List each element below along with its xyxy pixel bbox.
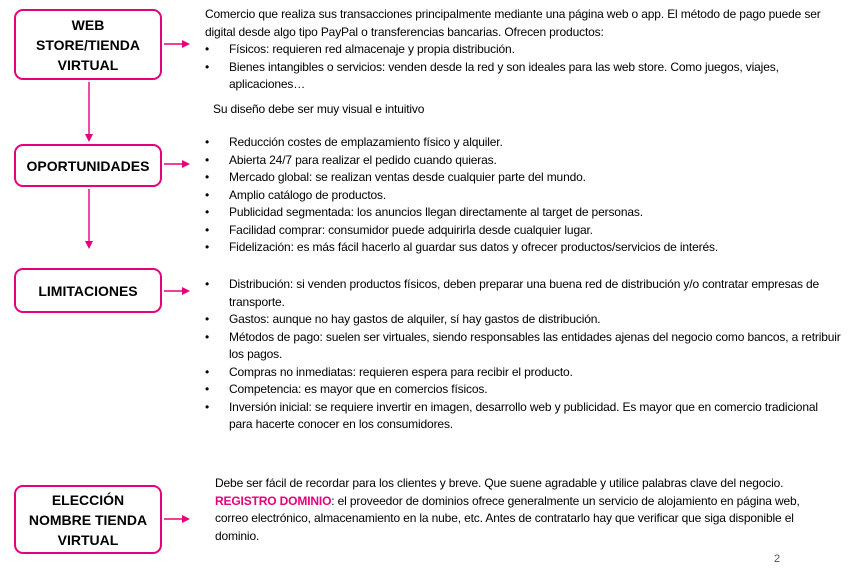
oportunidades-bullet-6: • Facilidad comprar: consumidor puede adquirirla desde cualquier lugar. xyxy=(205,222,843,240)
limitaciones-bullet-6: • Inversión inicial: se requiere invertir en imagen, desarrollo web y publicidad. Es mayor que en comercio tradicional para hacerte conocer en los consumidores. xyxy=(205,399,843,434)
oportunidades-bullets xyxy=(205,134,843,257)
limitaciones-text xyxy=(205,276,843,434)
arrow-right-oportunidades xyxy=(162,157,192,171)
limitaciones-bullet-2: • Gastos: aunque no hay gastos de alquiler, sí hay gastos de distribución. xyxy=(205,311,843,329)
limitaciones-bullets xyxy=(205,276,843,434)
oportunidades-text xyxy=(205,134,843,257)
box-oportunidades xyxy=(14,144,162,187)
limitaciones-bullet-5: • Competencia: es mayor que en comercios físicos. xyxy=(205,381,843,399)
box-web-store-line-2: STORE/TIENDA xyxy=(36,36,140,53)
limitaciones-bullet-4: • Compras no inmediatas: requieren espera para recibir el producto. xyxy=(205,364,843,382)
box-eleccion xyxy=(14,485,162,554)
eleccion-paragraph: Debe ser fácil de recordar para los clientes y breve. Que suene agradable y utilice palabras clave del negocio. xyxy=(215,476,784,490)
arrow-down-1 xyxy=(82,80,96,144)
box-eleccion-line-2: NOMBRE TIENDA xyxy=(28,511,148,528)
eleccion-registro xyxy=(215,493,835,546)
eleccion-text xyxy=(215,475,835,545)
box-limitaciones-label: LIMITACIONES xyxy=(38,282,138,299)
box-web-store-line-3: VIRTUAL xyxy=(57,56,119,73)
web-store-text xyxy=(205,6,843,94)
arrow-down-2 xyxy=(82,187,96,251)
web-store-note: Su diseño debe ser muy visual e intuitivo xyxy=(213,102,425,116)
registro-dominio-label: REGISTRO DOMINIO xyxy=(215,493,332,508)
arrow-right-limitaciones xyxy=(162,284,192,298)
oportunidades-bullet-4: • Amplio catálogo de productos. xyxy=(205,187,843,205)
box-eleccion-line-1: ELECCIÓN xyxy=(51,491,125,508)
box-eleccion-line-3: VIRTUAL xyxy=(57,531,119,548)
oportunidades-bullet-2: • Abierta 24/7 para realizar el pedido cuando quieras. xyxy=(205,152,843,170)
oportunidades-bullet-5: • Publicidad segmentada: los anuncios llegan directamente al target de personas. xyxy=(205,204,843,222)
box-web-store-line-1: WEB xyxy=(71,16,105,33)
arrow-right-eleccion xyxy=(162,512,192,526)
box-limitaciones xyxy=(14,268,162,313)
web-store-bullet-2: • Bienes intangibles o servicios: venden desde la red y son ideales para las web store. Como juegos, viajes, aplicaciones… xyxy=(205,59,843,94)
web-store-bullets xyxy=(205,41,843,94)
box-web-store xyxy=(14,9,162,80)
oportunidades-bullet-1: • Reducción costes de emplazamiento físico y alquiler. xyxy=(205,134,843,152)
web-store-intro: Comercio que realiza sus transacciones principalmente mediante una página web o app. El método de pago puede ser digital desde algo tipo PayPal o transferencias bancarias. Ofrecen productos: xyxy=(205,7,821,39)
registro-dominio-text: : el proveedor de dominios ofrece generalmente un servicio de alojamiento en página web, correo electrónico, almacenamiento en la nube, etc. Antes de contratarlo hay que verificar que siga disponible el dominio. xyxy=(215,493,800,543)
limitaciones-bullet-1: • Distribución: si venden productos físicos, deben preparar una buena red de distribución y/o contratar empresas de transporte. xyxy=(205,276,843,311)
page-number: 2 xyxy=(774,553,781,565)
arrow-right-web-store xyxy=(162,37,192,51)
limitaciones-bullet-3: • Métodos de pago: suelen ser virtuales, siendo responsables las entidades ajenas del negocio como bancos, a retribuir los pagos. xyxy=(205,329,843,364)
web-store-bullet-1: • Físicos: requieren red almacenaje y propia distribución. xyxy=(205,41,843,59)
box-oportunidades-label: OPORTUNIDADES xyxy=(26,157,150,174)
oportunidades-bullet-3: • Mercado global: se realizan ventas desde cualquier parte del mundo. xyxy=(205,169,843,187)
oportunidades-bullet-7: • Fidelización: es más fácil hacerlo al guardar sus datos y ofrecer productos/servicios de interés. xyxy=(205,239,843,257)
